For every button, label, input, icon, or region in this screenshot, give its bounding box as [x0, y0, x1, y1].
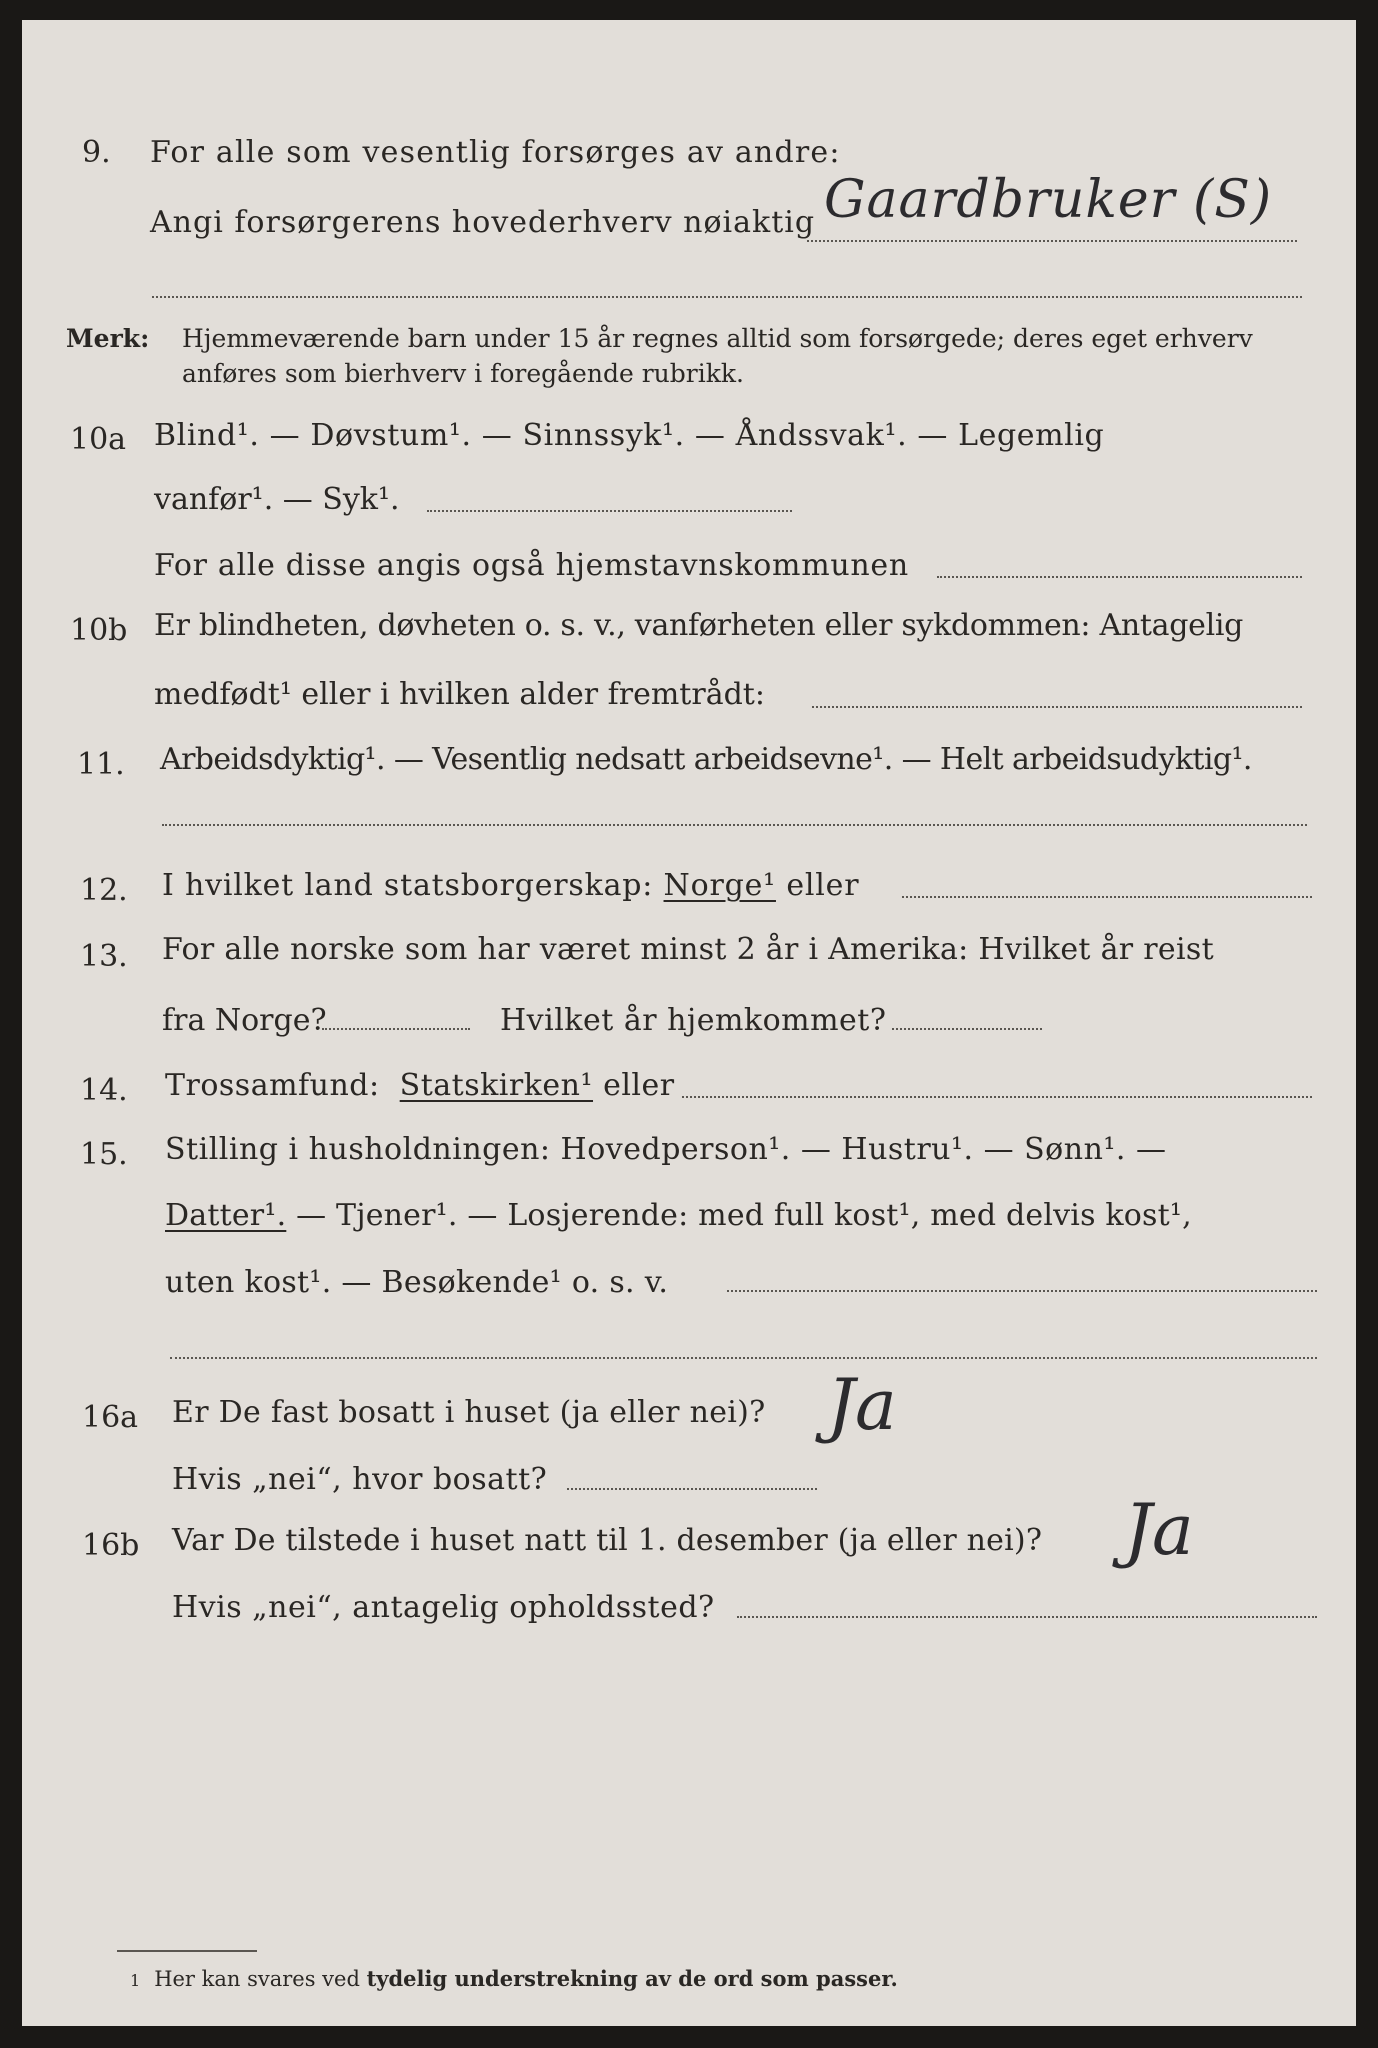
- q16a-number: 16a: [82, 1400, 139, 1435]
- q10b-answer-line: [812, 706, 1302, 708]
- q13-number: 13.: [80, 939, 128, 974]
- q14-line: [165, 1068, 675, 1104]
- q13-line2b: Hvilket år hjemkommet?: [500, 1003, 887, 1038]
- merk-label: Merk:: [66, 324, 150, 353]
- q9-answer-line: [807, 240, 1297, 242]
- q9-number: 9.: [82, 135, 111, 170]
- q16a-handwritten-answer: Ja: [827, 1364, 897, 1446]
- q10a-line1: Blind¹. — Døvstum¹. — Sinnssyk¹. — Åndssvak¹. — Legemlig: [154, 418, 1105, 453]
- q15-number: 15.: [80, 1137, 128, 1172]
- footnote-text-a: Her kan svares ved: [154, 1967, 360, 1991]
- q11-blank-line: [162, 824, 1307, 826]
- q14-number: 14.: [80, 1073, 128, 1108]
- q10a-line3: For alle disse angis også hjemstavnskommunen: [154, 548, 909, 583]
- q15-line3: uten kost¹. — Besøkende¹ o. s. v.: [165, 1265, 669, 1300]
- q16b-opholdssted-line: [737, 1616, 1317, 1618]
- q10a-number: 10a: [70, 422, 127, 457]
- q10a-line2: vanfør¹. — Syk¹.: [154, 482, 400, 517]
- q10b-number: 10b: [70, 613, 128, 648]
- q10b-line1: Er blindheten, døvheten o. s. v., vanførheten eller sykdommen: Antagelig: [154, 608, 1244, 643]
- q15-datter-underlined: Datter¹.: [165, 1198, 287, 1233]
- q16a-bosatt-line: [567, 1488, 817, 1490]
- merk-line2: anføres som bierhverv i foregående rubrikk.: [182, 359, 744, 388]
- q10a-syk-line: [427, 510, 792, 512]
- q12-answer-line: [902, 896, 1312, 898]
- q13-line1: For alle norske som har været minst 2 år i Amerika: Hvilket år reist: [162, 932, 1214, 967]
- q12-suffix: eller: [786, 868, 860, 903]
- q13-reist-line: [322, 1028, 470, 1030]
- q9-blank-line: [152, 296, 1302, 298]
- census-form-page: [22, 20, 1356, 2026]
- q12-number: 12.: [80, 873, 128, 908]
- q10a-kommune-line: [937, 576, 1302, 578]
- q16a-line2: Hvis „nei“, hvor bosatt?: [172, 1462, 548, 1497]
- q9-handwritten-answer: Gaardbruker (S): [824, 170, 1273, 230]
- q15-line1: Stilling i husholdningen: Hovedperson¹. — Hustru¹. — Sønn¹. —: [165, 1132, 1167, 1167]
- merk-line1: Hjemmeværende barn under 15 år regnes alltid som forsørgede; deres eget erhverv: [182, 324, 1253, 353]
- q9-line2: Angi forsørgerens hovederhverv nøiaktig: [150, 205, 816, 240]
- footnote-rule: [117, 1950, 257, 1952]
- q12-line: [162, 868, 859, 904]
- footnote: [130, 1965, 898, 1995]
- q15-line2: [165, 1198, 1192, 1234]
- q12-prefix: I hvilket land statsborgerskap:: [162, 868, 654, 903]
- q16b-line1: Var De tilstede i huset natt til 1. desember (ja eller nei)?: [172, 1523, 1043, 1558]
- footnote-text-b: tydelig understrekning av de ord som passer.: [366, 1966, 898, 1991]
- q13-hjemkommet-line: [892, 1028, 1042, 1030]
- footnote-mark: 1: [130, 1971, 141, 1990]
- q14-suffix: eller: [603, 1068, 675, 1103]
- q12-norge-underlined: Norge¹: [663, 868, 776, 903]
- q16b-handwritten-answer: Ja: [1124, 1489, 1194, 1571]
- q14-answer-line: [682, 1096, 1312, 1098]
- q14-prefix: Trossamfund:: [165, 1068, 380, 1103]
- q10b-line2: medfødt¹ eller i hvilken alder fremtrådt:: [154, 677, 765, 712]
- q16b-line2: Hvis „nei“, antagelig opholdssted?: [172, 1590, 715, 1625]
- q13-line2a: fra Norge?: [162, 1003, 327, 1038]
- q16a-line1: Er De fast bosatt i huset (ja eller nei)?: [172, 1395, 766, 1430]
- q14-statskirken-underlined: Statskirken¹: [399, 1068, 594, 1103]
- q16b-number: 16b: [82, 1528, 140, 1563]
- q15-answer-line: [727, 1290, 1317, 1292]
- q15-line2-rest: — Tjener¹. — Losjerende: med full kost¹, med delvis kost¹,: [296, 1198, 1192, 1233]
- q15-blank-line: [170, 1357, 1317, 1359]
- q11-line1: Arbeidsdyktig¹. — Vesentlig nedsatt arbeidsevne¹. — Helt arbeidsudyktig¹.: [160, 742, 1252, 777]
- q11-number: 11.: [77, 747, 125, 782]
- q9-line1: For alle som vesentlig forsørges av andre:: [150, 135, 841, 170]
